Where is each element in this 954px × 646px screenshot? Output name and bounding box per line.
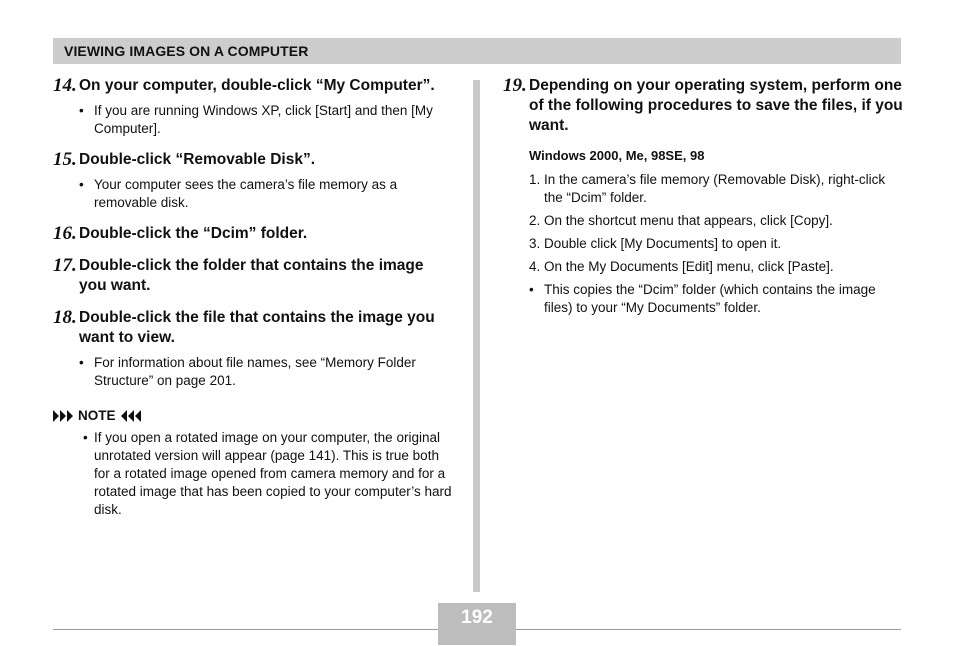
step-text: Double-click “Removable Disk”.: [79, 151, 316, 168]
section-header: [53, 38, 901, 64]
step-16: [53, 224, 453, 244]
os-subheading: Windows 2000, Me, 98SE, 98: [529, 148, 705, 163]
bullet-item: • If you are running Windows XP, click [Start] and then [My Computer].: [79, 102, 453, 138]
note-label: NOTE: [78, 408, 116, 423]
step-number: 15.: [53, 149, 77, 170]
bullet-item: • Your computer sees the camera’s file memory as a removable disk.: [79, 176, 453, 212]
procedure-item: 1. In the camera’s file memory (Removable Disk), right-click the “Dcim” folder.: [529, 172, 886, 205]
section-title: VIEWING IMAGES ON A COMPUTER: [64, 43, 309, 59]
left-column: [53, 76, 453, 519]
right-arrows-icon: [53, 410, 73, 422]
step-text: Double-click the file that contains the image you want to view.: [79, 309, 435, 346]
step-17: [53, 256, 453, 296]
bullet-item: • For information about file names, see “Memory Folder Structure” on page 201.: [79, 354, 453, 390]
step-18: [53, 308, 453, 390]
step-text: Double-click the “Dcim” folder.: [79, 225, 308, 242]
note-list: [53, 429, 453, 519]
procedure-item: 3. Double click [My Documents] to open it.: [529, 236, 782, 251]
step-number: 19.: [503, 75, 527, 96]
procedure-bullet: • This copies the “Dcim” folder (which contains the image files) to your “My Documents” folder.: [529, 281, 903, 317]
step-number: 17.: [53, 255, 77, 276]
step-text: Double-click the folder that contains the image you want.: [79, 257, 424, 294]
page-number: 192: [461, 607, 493, 628]
step-bullets: [79, 176, 453, 212]
step-text: On your computer, double-click “My Computer”.: [79, 77, 435, 94]
procedure-item: 4. On the My Documents [Edit] menu, click [Paste].: [529, 259, 834, 274]
note-header: [53, 408, 453, 423]
procedure-item: 2. On the shortcut menu that appears, click [Copy].: [529, 213, 833, 228]
step-14: [53, 76, 453, 138]
step-19: [503, 76, 903, 136]
note-item: • If you open a rotated image on your computer, the original unrotated version will appear (page 141). This is true both for a rotated image opened from camera memory and for a rotated image that has been copied to your computer’s hard disk.: [83, 429, 453, 519]
step-15: [53, 150, 453, 212]
step-number: 16.: [53, 223, 77, 244]
right-column: [503, 76, 903, 322]
column-divider: [473, 80, 480, 592]
step-bullets: [79, 354, 453, 390]
step-text: Depending on your operating system, perform one of the following procedures to save the files, if you want.: [529, 77, 903, 134]
procedure-list: [529, 171, 903, 317]
step-bullets: [79, 102, 453, 138]
page-number-box: [438, 603, 516, 645]
step-number: 14.: [53, 75, 77, 96]
step-number: 18.: [53, 307, 77, 328]
left-arrows-icon: [121, 410, 141, 422]
